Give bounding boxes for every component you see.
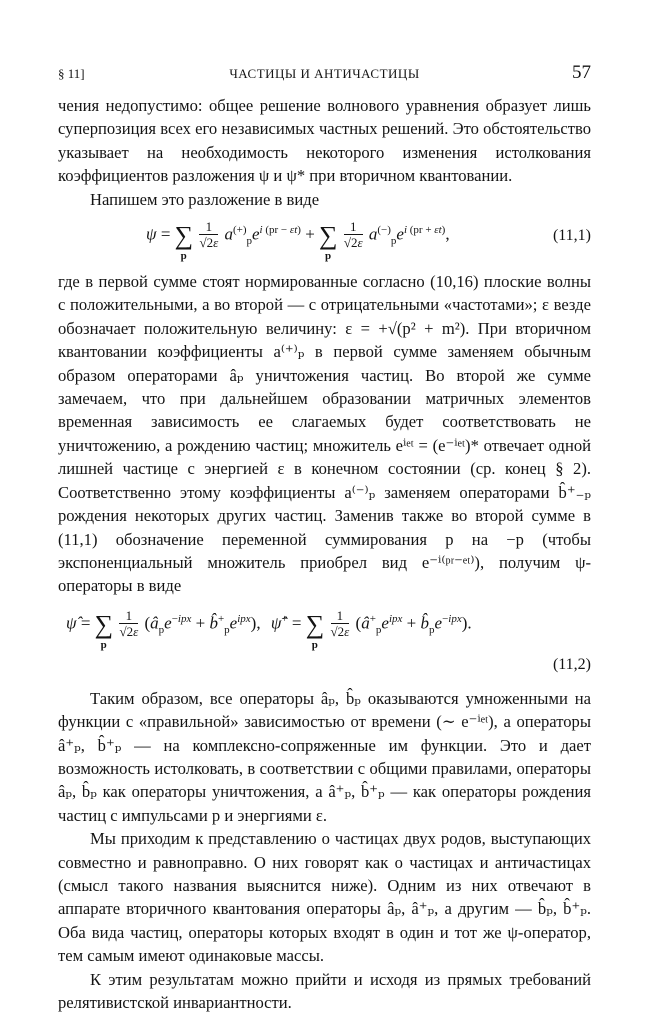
header-title: ЧАСТИЦЫ И АНТИЧАСТИЦЫ [229,66,420,81]
equation-11-2-body: ψ̂ = ∑ p $\frac{1}{√2\varepsilon}$ ($â_pe^{-ipx}$ + $b̂^+_pe^{ipx}$), ψ̂+ = ∑ p $\frac{1}{√2\varepsilon}$ ($â^+_pe^{ipx}$ + $b̂_pe^{-ipx}$). [66,607,472,652]
page-body [58,94,591,1014]
equation-11-2 [58,609,591,651]
paragraph-4: Таким образом, все операторы âₚ, b̂ₚ оказываются умноженными на функции с «правильной» зависимостью от времени (∼ e⁻ⁱᵉᵗ), а операторы â⁺ₚ, b̂⁺ₚ — на комплексно-сопряженные им функции. Это и дает возможность истолковать, в соответствии с общими правилами, операторы âₚ, b̂ₚ как операторы уничтожения, а â⁺ₚ, b̂⁺ₚ — как операторы рождения частиц с импульсами p и энергиями ε. [58,688,591,825]
equation-11-2-number-row [58,653,591,679]
equation-11-2-number: (11,2) [552,655,591,673]
header-section: § 11] [58,66,85,81]
paragraph-2: Напишем это разложение в виде [90,189,320,209]
paragraph-6: К этим результатам можно прийти и исходя из прямых требований релятивистской инвариантности. [58,969,591,1012]
paragraph-1: чения недопустимо: общее решение волнового уравнения образует лишь суперпозиция всех его независимых частных решений. Это обстоятельство указывает на необходимость некоторого изменения истолкования коэффициентов разложения ψ и ψ* при вторичном квантовании. [58,96,591,186]
paragraph-5: Мы приходим к представлению о частицах двух родов, выступающих совместно и равноправно. О них говорят как о частицах и античастицах (смысл такого названия выяснится ниже). Одним из них отвечают в аппарате вторичного квантования операторы âₚ, â⁺ₚ, а другим — b̂ₚ, b̂⁺ₚ. Оба вида частиц, операторы которых входят в один и тот же ψ-оператор, тем самым имеют одинаковые массы. [58,829,591,966]
paragraph-3: где в первой сумме стоят нормированные согласно (10,16) плоские волны с положительными, а во второй — с отрицательными «частотами»; ε везде обозначает положительную величину: ε = +√(p² + m²). При вторичном квантовании коэффициенты a⁽⁺⁾ₚ в первой сумме заменяем обычным образом операторами âₚ уничтожения частиц. Во второй же сумме замечаем, что при дальнейшем образовании матричных элементов временная зависимость ее слагаемых будет соответствовать не уничтожению, а рождению частиц; множитель eⁱᵉᵗ = (e⁻ⁱᵉᵗ)* отвечает одной лишней частице с энергией ε в конечном состоянии (ср. конец § 2). Соответственно этому коэффициенты a⁽⁻⁾ₚ заменяем операторами b̂⁺₋ₚ рождения некоторых других частиц. Заменив также во второй сумме в (11,1) обозначение переменной суммирования p на −p (чтобы экспоненциальный множитель приобрел вид e⁻ⁱ⁽ᵖʳ⁻ᵉᵗ⁾), получим ψ-операторы в виде [58,272,591,596]
page-number: 57 [572,62,591,83]
equation-11-1 [58,219,591,263]
equation-11-1-body: ψ = ∑ p $\frac{1}{√2\varepsilon}$ $a^{(+)}_pe^{i (pr - \varepsilon t)}$ + ∑ p $\frac{1}{√2\varepsilon}$ $a^{(-)}_pe^{i (pr + \varepsilon t)}$, [146,219,450,263]
running-header [58,62,591,84]
equation-11-1-number: (11,1) [552,227,591,245]
